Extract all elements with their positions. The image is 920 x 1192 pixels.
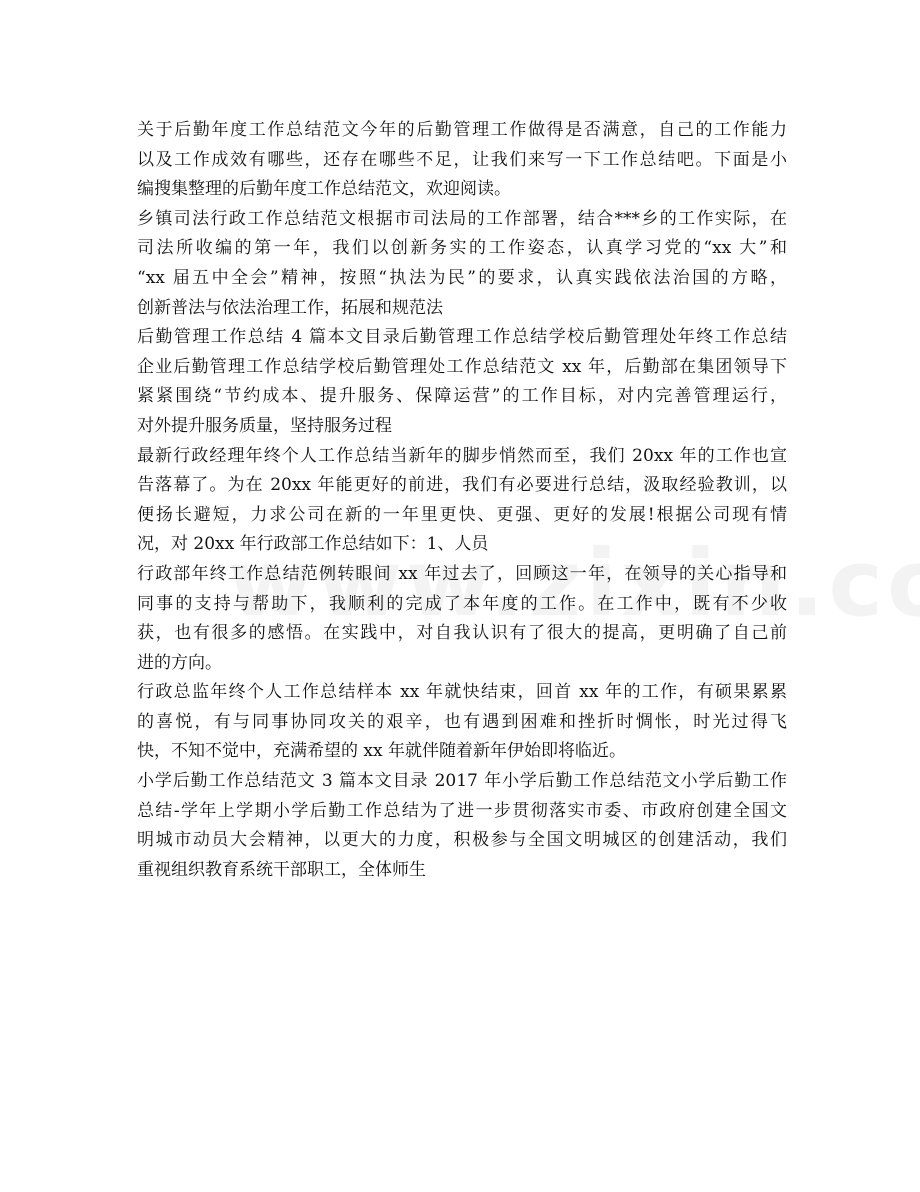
text-line: 紧紧围绕“节约成本、提升服务、保障运营”的工作目标，对内完善管理运行， xyxy=(137,386,787,407)
paragraph-4 xyxy=(137,442,787,560)
text-line: 司法所收编的第一年，我们以创新务实的工作姿态，认真学习党的“xx 大”和 xyxy=(137,238,787,259)
text-line: 乡镇司法行政工作总结范文根据市司法局的工作部署，结合***乡的工作实际，在 xyxy=(137,208,787,229)
paragraph-2 xyxy=(137,205,787,323)
text-line: 以及工作成效有哪些，还存在哪些不足，让我们来写一下工作总结吧。下面是小 xyxy=(137,149,787,170)
text-line: 告落幕了。为在 20xx 年能更好的前进，我们有必要进行总结，汲取经验教训，以 xyxy=(137,475,787,496)
text-line: 编搜集整理的后勤年度工作总结范文，欢迎阅读。 xyxy=(137,179,511,200)
text-line: 重视组织教育系统干部职工，全体师生 xyxy=(137,859,426,880)
text-line: 快，不知不觉中，充满希望的 xx 年就伴随着新年伊始即将临近。 xyxy=(137,741,626,762)
text-line: 行政总监年终个人工作总结样本 xx 年就快结束，回首 xx 年的工作，有硕果累累 xyxy=(137,682,787,703)
text-line: 创新普法与依法治理工作，拓展和规范法 xyxy=(137,297,443,318)
text-line: 总结-学年上学期小学后勤工作总结为了进一步贯彻落实市委、市政府创建全国文 xyxy=(137,800,787,821)
text-line: 明城市动员大会精神，以更大的力度，积极参与全国文明城区的创建活动，我们 xyxy=(137,830,787,851)
text-line: 况，对 20xx 年行政部工作总结如下：1、人员 xyxy=(137,534,489,555)
text-line: 便扬长避短，力求公司在新的一年里更快、更强、更好的发展!根据公司现有情 xyxy=(137,504,787,525)
paragraph-3 xyxy=(137,323,787,441)
text-line: 后勤管理工作总结 4 篇本文目录后勤管理工作总结学校后勤管理处年终工作总结 xyxy=(137,327,787,348)
text-line: 获，也有很多的感悟。在实践中，对自我认识有了很大的提高，更明确了自己前 xyxy=(137,623,787,644)
paragraph-7 xyxy=(137,767,787,885)
text-line: 对外提升服务质量，坚持服务过程 xyxy=(137,415,392,436)
text-line: 最新行政经理年终个人工作总结当新年的脚步悄然而至，我们 20xx 年的工作也宣 xyxy=(137,445,787,466)
text-line: 关于后勤年度工作总结范文今年的后勤管理工作做得是否满意，自己的工作能力 xyxy=(137,120,787,140)
text-line: 企业后勤管理工作总结学校后勤管理处工作总结范文 xx 年，后勤部在集团领导下 xyxy=(137,356,787,377)
document-body xyxy=(137,116,787,885)
paragraph-5 xyxy=(137,560,787,678)
paragraph-1 xyxy=(137,116,787,205)
text-line: 小学后勤工作总结范文 3 篇本文目录 2017 年小学后勤工作总结范文小学后勤工作 xyxy=(137,771,787,792)
paragraph-6 xyxy=(137,678,787,767)
text-line: 同事的支持与帮助下，我顺利的完成了本年度的工作。在工作中，既有不少收 xyxy=(137,593,787,614)
text-line: 进的方向。 xyxy=(137,652,222,673)
text-line: 的喜悦，有与同事协同攻关的艰辛，也有遇到困难和挫折时惆怅，时光过得飞 xyxy=(137,711,787,732)
text-line: 行政部年终工作总结范例转眼间 xx 年过去了，回顾这一年，在领导的关心指导和 xyxy=(137,563,787,584)
text-line: “xx 届五中全会”精神，按照“执法为民”的要求，认真实践依法治国的方略， xyxy=(137,267,787,288)
